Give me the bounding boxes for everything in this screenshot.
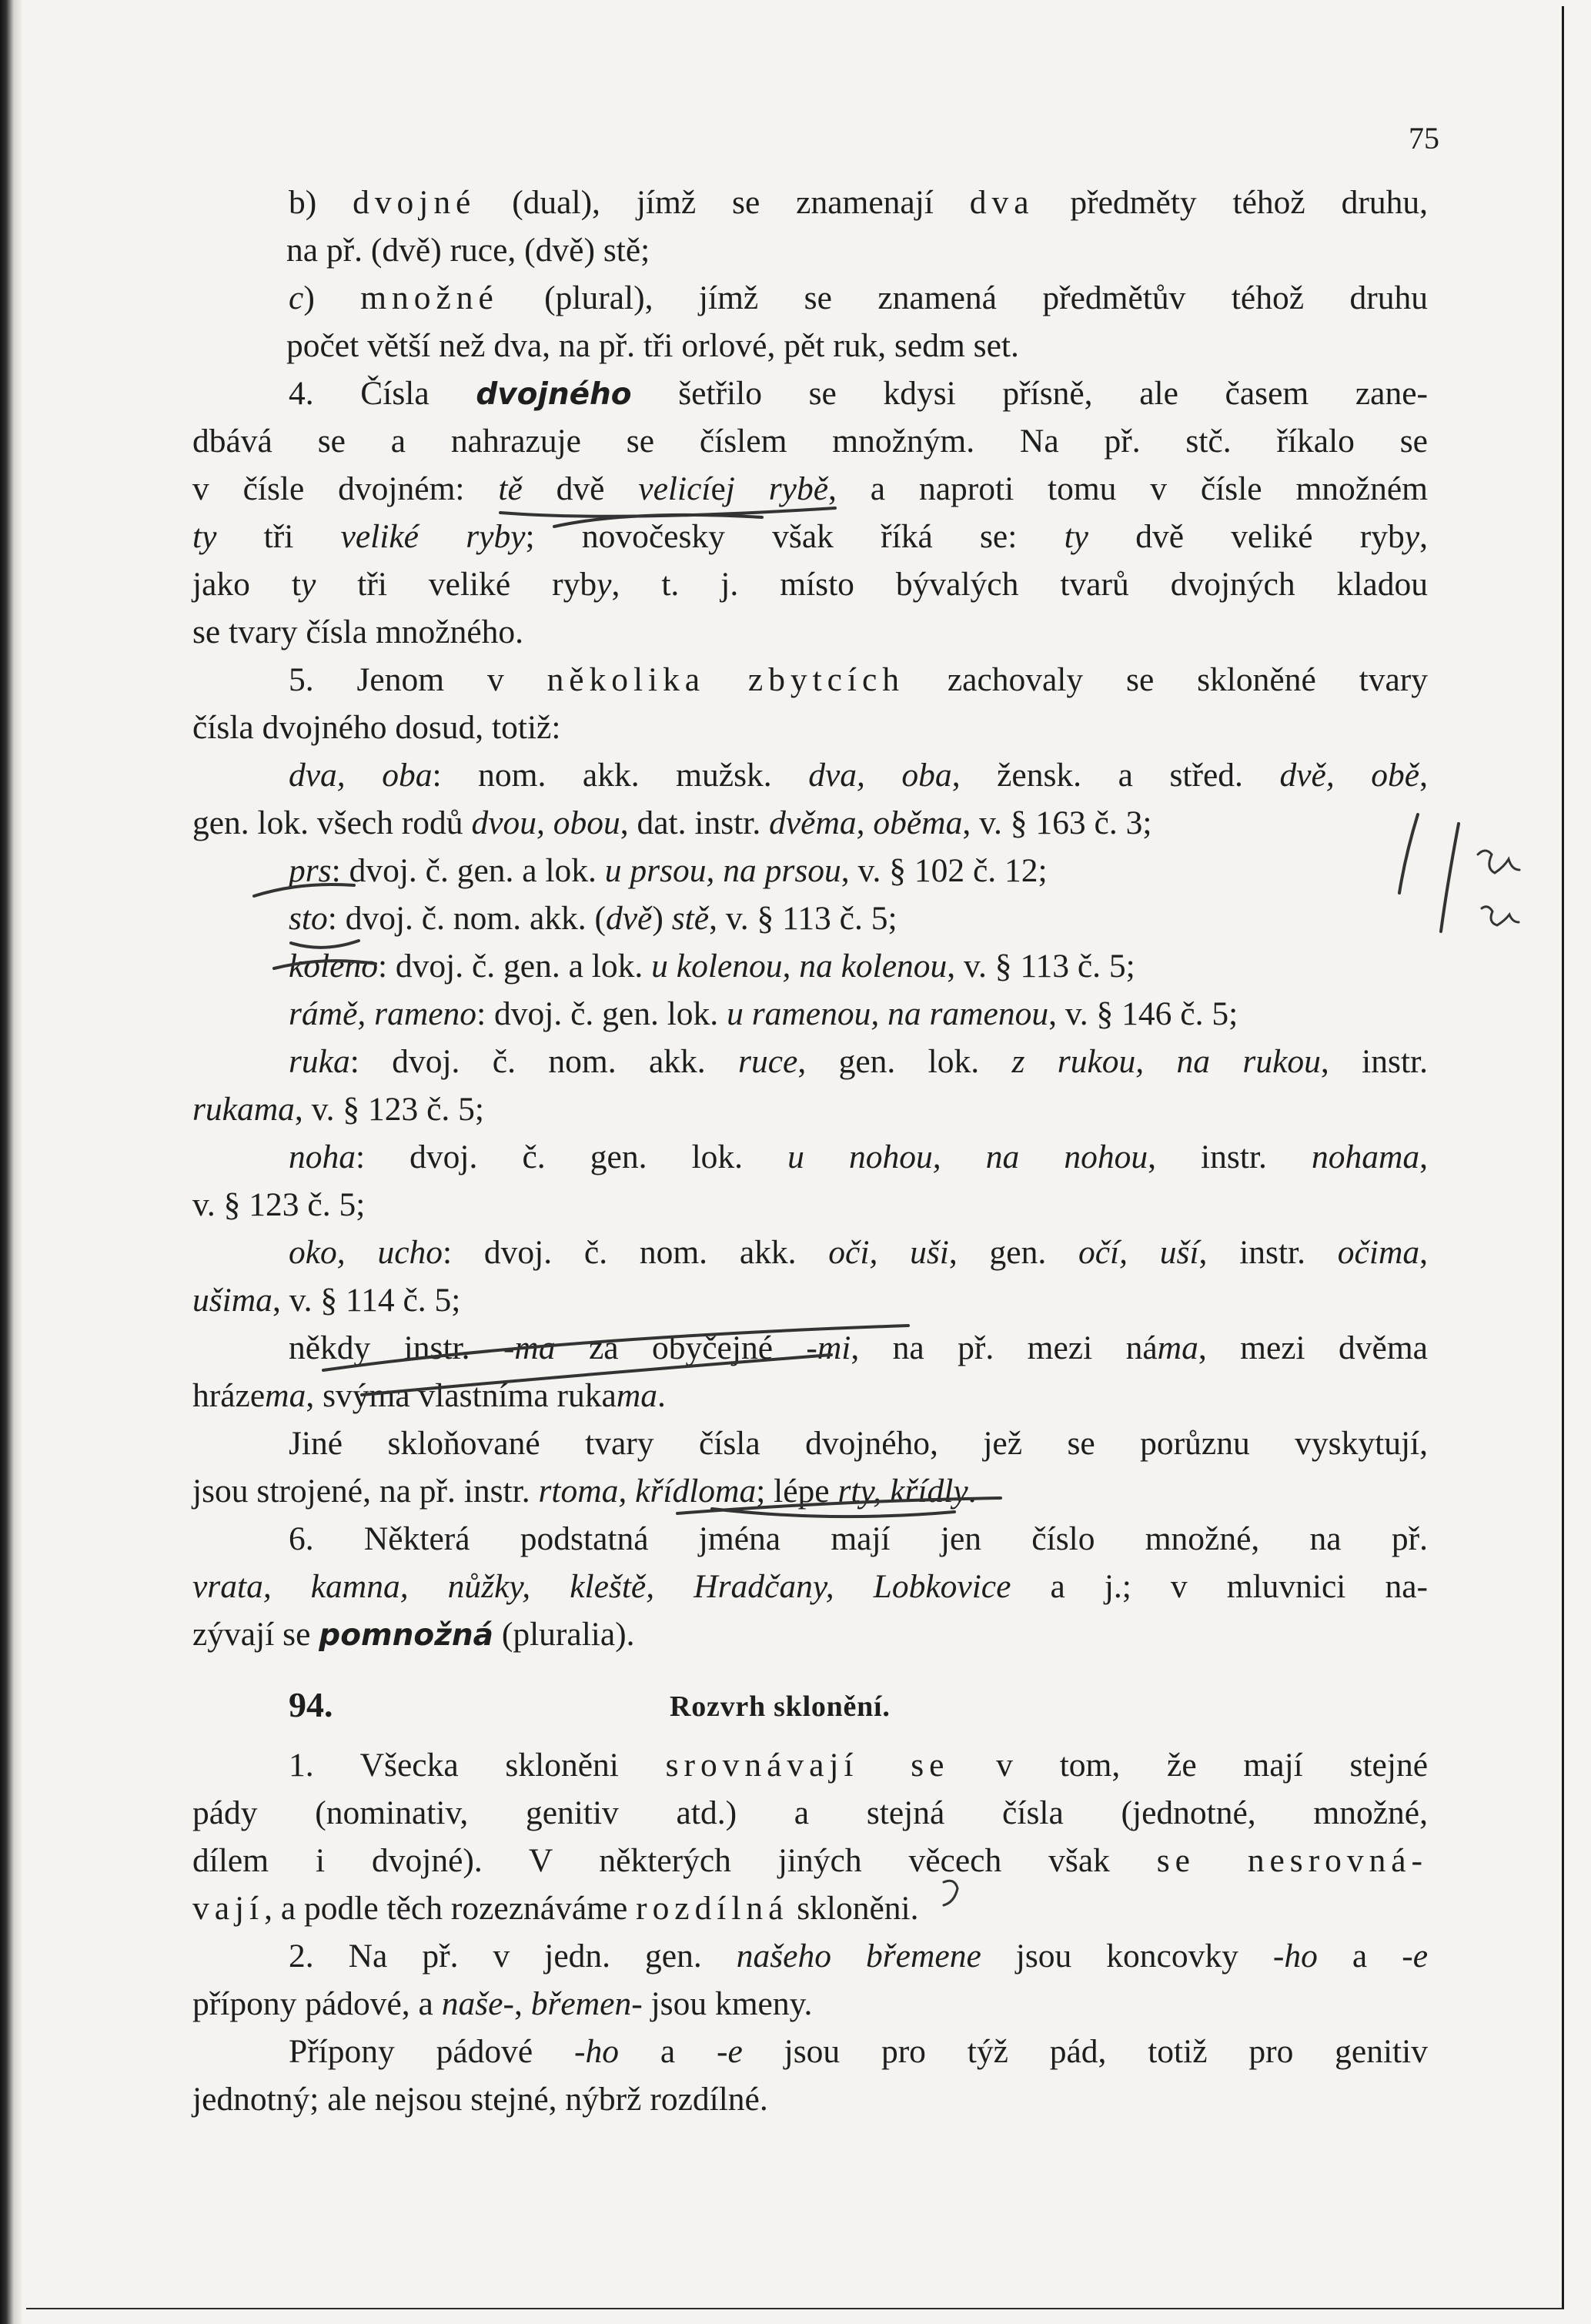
text-run: a [619, 2033, 717, 2070]
text-run: (dual), jímž se znamenají [476, 184, 970, 221]
text-run: ušima [192, 1282, 272, 1319]
text-line [192, 704, 1428, 751]
text-line [192, 513, 1428, 560]
text-run: za obyčejné [555, 1329, 807, 1366]
text-run: , gen. [948, 1234, 1078, 1271]
text-run: nohama [1311, 1139, 1420, 1175]
text-run: , v. § 146 č. 5; [1048, 995, 1238, 1032]
text-line [289, 369, 1428, 417]
text-run: v. § 123 č. 5; [192, 1186, 366, 1223]
text-run: c [289, 279, 304, 316]
text-run: z rukou, na rukou [1011, 1043, 1321, 1080]
text-run: dvě, obě [1279, 757, 1420, 794]
text-run: ma [265, 1377, 306, 1414]
text-run: noha [289, 1139, 356, 1175]
text-run: dvou, obou [471, 804, 620, 841]
text-run: b [289, 184, 306, 221]
text-run: břemen- [530, 1985, 643, 2022]
text-line [289, 751, 1428, 799]
text-line [192, 1276, 1428, 1324]
text-run: jsou koncovky [981, 1938, 1273, 1975]
text-run: rukama [192, 1091, 295, 1128]
text-run: čísla dvojného dosud, totiž: [192, 709, 561, 746]
text-run: oko, ucho [289, 1234, 443, 1271]
text-run: hráze [192, 1377, 266, 1414]
text-run: a j.; v mluvnici na- [1011, 1568, 1428, 1605]
text-run: , [1419, 1234, 1428, 1271]
text-run: jsou kmeny. [642, 1985, 813, 2022]
text-run: předměty téhož druhu, [1034, 184, 1428, 221]
text-run: 4. Čísla [289, 375, 476, 412]
text-run: jako t [192, 566, 301, 603]
text-run: dvě [522, 470, 639, 507]
text-run: y [597, 566, 612, 603]
text-run: : dvoj. č. gen. a lok. [331, 852, 605, 889]
text-run: pády (nominativ, genitiv atd.) a stejná čísla (jednotné, množné, [192, 1794, 1428, 1831]
text-run: , na př. mezi ná [851, 1329, 1158, 1366]
text-run: ; lépe [756, 1473, 838, 1510]
text-run: ty [1064, 518, 1088, 555]
text-line [192, 1610, 1428, 1658]
text-line [192, 560, 1428, 608]
text-run: u ramenou, na ramenou [727, 995, 1049, 1032]
text-run: tři [216, 518, 341, 555]
text-run: stě [671, 900, 710, 937]
text-run: v čísle dvojném: [192, 470, 499, 507]
text-run: ; novočesky však říká se: [525, 518, 1065, 555]
text-run: u kolenou, na kolenou [651, 948, 948, 985]
text-run: pomnožná [319, 1618, 493, 1653]
text-run: ) [652, 900, 672, 937]
text-line [192, 1563, 1428, 1610]
page-number: 75 [1409, 121, 1439, 155]
text-run: dílem i dvojné). V některých jiných věcech však [192, 1842, 1157, 1879]
text-run: , v. § 113 č. 5; [947, 948, 1135, 985]
text-run: gen. lok. všech rodů [192, 804, 472, 841]
text-line [192, 1085, 1428, 1133]
text-run: zachovaly se skloněné tvary [904, 661, 1429, 698]
text-run: dvěma, oběma [769, 804, 963, 841]
text-run: dvojné [353, 184, 476, 221]
text-line [192, 2075, 1428, 2123]
text-line [289, 847, 1428, 894]
text-line [289, 1133, 1428, 1181]
text-run: , [1419, 757, 1428, 794]
text-line [289, 1419, 1428, 1467]
text-run: -ma [503, 1329, 556, 1366]
text-run: y [1404, 518, 1420, 555]
text-run: , instr. [1320, 1043, 1428, 1080]
text-run: j rybě [725, 470, 829, 507]
text-run: očima [1337, 1234, 1420, 1271]
text-run: na př. (dvě) ruce, (dvě) stě; [286, 232, 650, 269]
text-run: , t. j. místo bývalých tvarů dvojných kladou [611, 566, 1428, 603]
text-run: dva, oba [289, 757, 433, 794]
text-run: : dvoj. č. gen. lok. [356, 1139, 788, 1175]
text-line [286, 322, 1428, 369]
text-run: u nohou, na nohou [787, 1139, 1148, 1175]
text-run: dvě veliké ryb [1088, 518, 1405, 555]
text-line [289, 656, 1428, 704]
text-run: ) [305, 184, 353, 221]
text-run: (plural), jímž se znamená předmětův téhož druhu [498, 279, 1428, 316]
text-run: tři veliké ryb [316, 566, 597, 603]
text-run: , v. § 114 č. 5; [272, 1282, 461, 1319]
text-run: vají [192, 1890, 265, 1927]
text-run: y [300, 566, 316, 603]
text-run: se tvary čísla množného. [192, 614, 524, 650]
text-run: , a podle těch rozeznáváme [264, 1890, 637, 1927]
text-line [192, 799, 1428, 847]
text-line [192, 1884, 1428, 1932]
text-run: , [1419, 1139, 1429, 1175]
text-line [289, 1229, 1428, 1276]
text-run: veliké ryby [340, 518, 526, 555]
text-run: : dvoj. č. nom. akk. [349, 1043, 739, 1080]
text-run: , instr. [1198, 1234, 1338, 1271]
text-run: , v. § 102 č. 12; [841, 852, 1048, 889]
text-line [289, 179, 1428, 226]
text-run: rozdílná [636, 1890, 789, 1927]
text-run: ma [616, 1377, 658, 1414]
text-run: přípony pádové, a [192, 1985, 442, 2022]
text-line [192, 608, 1428, 656]
text-run: , v. § 123 č. 5; [294, 1091, 484, 1128]
text-run: skloněni. [788, 1890, 919, 1927]
text-line [289, 1324, 1428, 1372]
text-run: několika [546, 661, 706, 698]
text-run: 1. Všecka skloněni [289, 1747, 666, 1784]
text-run: a [1317, 1938, 1402, 1975]
text-run: šetřilo se kdysi přísně, ale časem zane- [631, 375, 1429, 412]
text-run: : dvoj. č. gen. a lok. [377, 948, 652, 985]
text-run: -mi [806, 1329, 851, 1366]
text-run: velicí [638, 470, 711, 507]
text-run: , dat. instr. [620, 804, 770, 841]
text-run: Přípony pádové [289, 2033, 575, 2070]
text-line [192, 1467, 1428, 1515]
text-run: 6. Některá podstatná jména mají jen číslo množné, na př. [289, 1520, 1428, 1557]
text-run: dva [969, 184, 1034, 221]
text-run: se nesrovná- [1156, 1842, 1428, 1879]
text-run: : dvoj. č. nom. akk. ( [327, 900, 606, 937]
text-line [289, 1741, 1428, 1789]
text-run: -ho [1272, 1938, 1318, 1975]
text-run: naše- [441, 1985, 514, 2022]
text-run: koleno [289, 948, 378, 985]
text-run: , instr. [1148, 1139, 1312, 1175]
text-line [192, 1837, 1428, 1884]
text-line [289, 942, 1428, 990]
text-line [286, 226, 1428, 274]
text-run: našeho břemene [736, 1938, 981, 1975]
text-run: v tom, že mají stejné [949, 1747, 1428, 1784]
text-run: -e [716, 2033, 743, 2070]
text-run: , a naproti tomu v čísle množném [828, 470, 1429, 507]
text-run: počet větší než dva, na př. tři orlové, pět ruk, sedm set. [286, 327, 1019, 364]
text-line [289, 1038, 1428, 1085]
text-line [289, 2028, 1428, 2075]
text-run: zývají se [192, 1616, 319, 1653]
text-run: vrata, kamna, nůžky, kleště, Hradčany, Lobkovice [192, 1568, 1011, 1605]
text-run: jsou strojené, na př. instr. [192, 1473, 539, 1510]
text-run: tě [498, 470, 523, 507]
text-line [192, 1789, 1428, 1837]
text-run: , v. § 163 č. 3; [962, 804, 1152, 841]
text-run: , svýma vlastníma ruka [306, 1377, 617, 1414]
section-number: 94. [289, 1685, 333, 1724]
text-run: : dvoj. č. nom. akk. [443, 1234, 829, 1271]
text-run: , v. § 113 č. 5; [709, 900, 897, 937]
book-binding-edge [0, 0, 23, 2324]
text-run: : nom. akk. mužsk. [432, 757, 809, 794]
text-run: , [1419, 518, 1428, 555]
text-run: 5. Jenom v [289, 661, 547, 698]
text-run: rty, křídly [837, 1473, 968, 1510]
text-line [289, 990, 1428, 1038]
text-run: rámě, rameno [289, 995, 477, 1032]
text-line [192, 1181, 1428, 1229]
text-run: u prsou, na prsou [604, 852, 841, 889]
text-run: -ho [574, 2033, 620, 2070]
text-run: sto [289, 900, 328, 937]
text-run: -e [1402, 1938, 1428, 1975]
text-run: Jiné skloňované tvary čísla dvojného, jež se porůznu vyskytují, [289, 1425, 1428, 1462]
text-line [192, 417, 1428, 465]
text-run: , gen. lok. [797, 1043, 1012, 1080]
text-run: jednotný; ale nejsou stejné, nýbrž rozdílné. [192, 2081, 768, 2118]
text-line [192, 1980, 1428, 2028]
text-run: 2. Na př. v jedn. gen. [289, 1938, 737, 1975]
text-run: ruka [289, 1043, 350, 1080]
text-run: dva, oba [808, 757, 952, 794]
text-run: dvojného [476, 377, 632, 412]
text-run [705, 661, 748, 698]
text-run: jsou pro týž pád, totiž pro genitiv [742, 2033, 1428, 2070]
text-run: ruce [738, 1043, 798, 1080]
text-run: množné [360, 279, 499, 316]
text-line [289, 1515, 1428, 1563]
text-run: : dvoj. č. gen. lok. [476, 995, 727, 1032]
text-run: ) [303, 279, 361, 316]
text-line [289, 274, 1428, 322]
text-line [192, 465, 1428, 513]
section-title: Rozvrh sklonění. [670, 1690, 891, 1723]
text-run: srovnávají se [665, 1747, 950, 1784]
text-line [192, 1372, 1428, 1419]
text-run: (pluralia). [493, 1616, 635, 1653]
text-run: ty [192, 518, 217, 555]
text-run: , [513, 1985, 531, 2022]
text-run: . [657, 1377, 666, 1414]
text-run: dvě [606, 900, 653, 937]
text-run: rtoma, křídloma [538, 1473, 757, 1510]
text-run: ma [1157, 1329, 1198, 1366]
text-run: e [710, 470, 726, 507]
text-run: oči, uši [828, 1234, 949, 1271]
text-run: dbává se a nahrazuje se číslem množným. Na př. stč. říkalo se [192, 423, 1428, 460]
text-run: , mezi dvěma [1198, 1329, 1428, 1366]
text-run: někdy instr. [289, 1329, 503, 1366]
text-line [289, 1932, 1428, 1980]
text-run: , žensk. a střed. [951, 757, 1280, 794]
text-run: zbytcích [747, 661, 904, 698]
text-run: prs [289, 852, 332, 889]
text-line [289, 894, 1428, 942]
text-run: . [968, 1473, 977, 1510]
text-run: očí, uší [1078, 1234, 1199, 1271]
